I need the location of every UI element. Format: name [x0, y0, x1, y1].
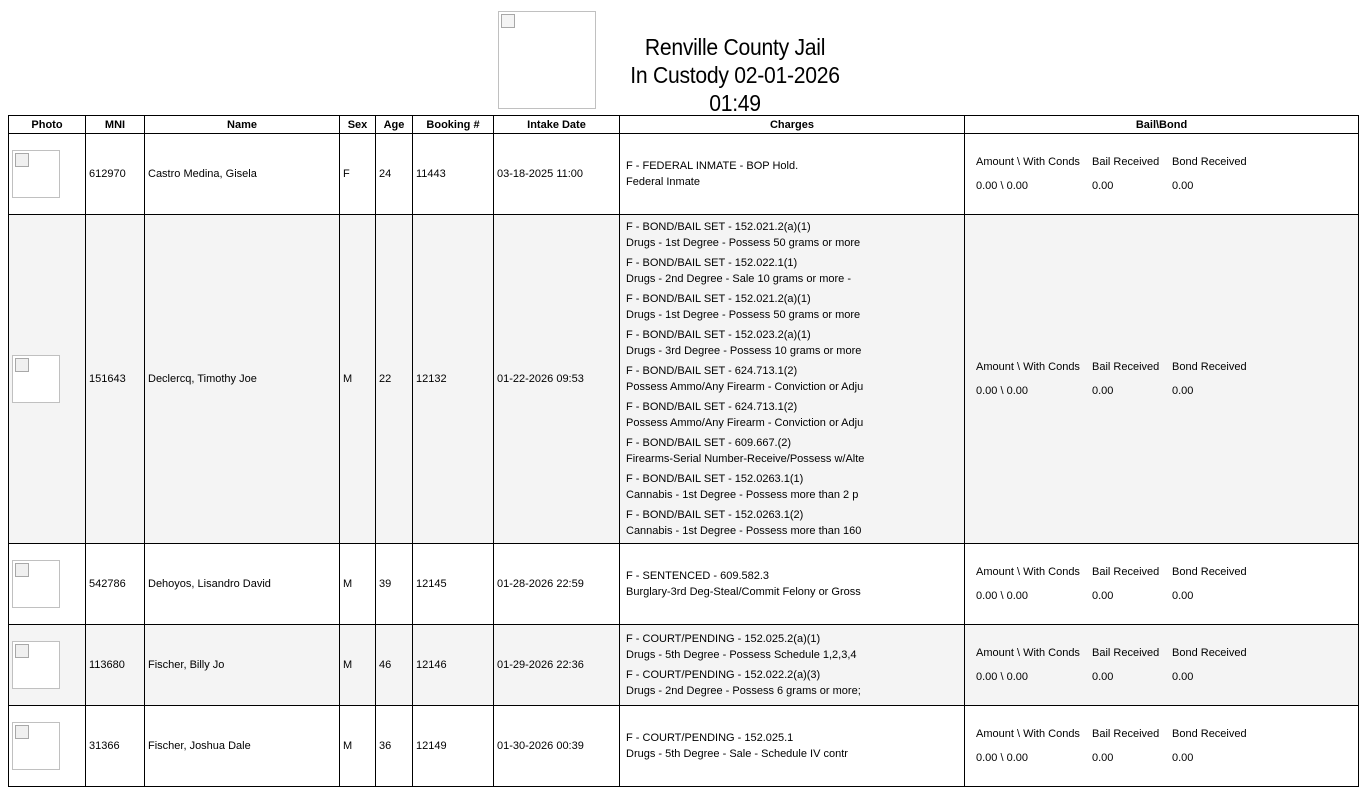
charges-cell — [620, 625, 965, 706]
bail-received-value: 0.00 — [1092, 385, 1114, 397]
report-subtitle: In Custody 02-01-2026 01:49 — [630, 62, 840, 116]
charge-entry — [623, 289, 961, 325]
broken-image-icon — [15, 358, 29, 372]
name-cell: Castro Medina, Gisela — [145, 134, 340, 215]
charge-description: Drugs - 5th Degree - Sale - Schedule IV contr — [626, 748, 848, 760]
charge-code: F - BOND/BAIL SET - 152.0263.1(1) — [626, 473, 804, 485]
bond-received-label: Bond Received — [1172, 728, 1247, 740]
bail-bond-cell — [965, 215, 1359, 544]
bond-received-label: Bond Received — [1172, 647, 1247, 659]
inmate-row — [9, 625, 1359, 706]
charge-code: F - COURT/PENDING - 152.025.2(a)(1) — [626, 633, 821, 645]
booking-cell: 11443 — [413, 134, 494, 215]
charge-code: F - BOND/BAIL SET - 152.021.2(a)(1) — [626, 221, 811, 233]
table-header-row — [9, 116, 1359, 134]
name-cell: Fischer, Billy Jo — [145, 625, 340, 706]
charges-cell — [620, 134, 965, 215]
sex-cell: F — [340, 134, 376, 215]
photo-cell — [9, 625, 86, 706]
mni-cell: 612970 — [86, 134, 145, 215]
bond-received-value: 0.00 — [1172, 590, 1194, 602]
bail-received-label: Bail Received — [1092, 647, 1160, 659]
booking-cell: 12146 — [413, 625, 494, 706]
bond-received-value: 0.00 — [1172, 385, 1194, 397]
report-header — [600, 33, 870, 117]
bond-received-label: Bond Received — [1172, 566, 1247, 578]
charge-entry — [623, 728, 961, 764]
bail-amount-value: 0.00 \ 0.00 — [976, 752, 1028, 764]
charge-description: Possess Ammo/Any Firearm - Conviction or Adju — [626, 381, 864, 393]
inmate-photo[interactable] — [12, 355, 60, 403]
bond-received-value: 0.00 — [1172, 180, 1194, 192]
charge-code: F - SENTENCED - 609.582.3 — [626, 570, 770, 582]
charge-entry — [623, 397, 961, 433]
bond-received-label: Bond Received — [1172, 361, 1247, 373]
charge-code: F - FEDERAL INMATE - BOP Hold. — [626, 160, 799, 172]
age-cell: 36 — [376, 706, 413, 787]
inmate-photo[interactable] — [12, 560, 60, 608]
col-header-mni: MNI — [86, 116, 145, 134]
name-cell: Fischer, Joshua Dale — [145, 706, 340, 787]
charge-entry — [623, 325, 961, 361]
bail-received-label: Bail Received — [1092, 361, 1160, 373]
charge-entry — [623, 156, 961, 192]
bond-received-value: 0.00 — [1172, 752, 1194, 764]
mni-cell: 542786 — [86, 544, 145, 625]
age-cell: 24 — [376, 134, 413, 215]
intake-date-cell: 01-30-2026 00:39 — [494, 706, 620, 787]
charge-code: F - BOND/BAIL SET - 152.0263.1(2) — [626, 509, 804, 521]
bail-amount-value: 0.00 \ 0.00 — [976, 385, 1028, 397]
age-cell: 46 — [376, 625, 413, 706]
bail-amount-value: 0.00 \ 0.00 — [976, 671, 1028, 683]
charge-description: Drugs - 1st Degree - Possess 50 grams or more — [626, 237, 861, 249]
charge-entry — [623, 566, 961, 602]
bail-received-label: Bail Received — [1092, 728, 1160, 740]
bond-received-label: Bond Received — [1172, 156, 1247, 168]
bail-amount-value: 0.00 \ 0.00 — [976, 180, 1028, 192]
booking-cell: 12132 — [413, 215, 494, 544]
charge-description: Drugs - 1st Degree - Possess 50 grams or more — [626, 309, 861, 321]
charge-description: Drugs - 2nd Degree - Possess 6 grams or more; — [626, 685, 861, 697]
county-logo-image — [498, 11, 596, 109]
charge-entry — [623, 665, 961, 701]
mni-cell: 113680 — [86, 625, 145, 706]
bail-bond-cell — [965, 134, 1359, 215]
charge-entry — [623, 361, 961, 397]
broken-image-icon — [15, 153, 29, 167]
col-header-intake-date: Intake Date — [494, 116, 620, 134]
age-cell: 22 — [376, 215, 413, 544]
col-header-charges: Charges — [620, 116, 965, 134]
charge-code: F - BOND/BAIL SET - 609.667.(2) — [626, 437, 792, 449]
col-header-booking: Booking # — [413, 116, 494, 134]
charge-description: Drugs - 3rd Degree - Possess 10 grams or more — [626, 345, 862, 357]
charge-code: F - BOND/BAIL SET - 624.713.1(2) — [626, 401, 798, 413]
charge-description: Firearms-Serial Number-Receive/Possess w/Alte — [626, 453, 865, 465]
bail-received-value: 0.00 — [1092, 671, 1114, 683]
bail-amount-label: Amount \ With Conds — [976, 156, 1080, 168]
bail-amount-label: Amount \ With Conds — [976, 566, 1080, 578]
sex-cell: M — [340, 706, 376, 787]
broken-image-icon — [15, 644, 29, 658]
col-header-age: Age — [376, 116, 413, 134]
name-cell: Dehoyos, Lisandro David — [145, 544, 340, 625]
charges-cell — [620, 544, 965, 625]
charge-entry — [623, 433, 961, 469]
bail-bond-cell — [965, 625, 1359, 706]
bail-received-value: 0.00 — [1092, 590, 1114, 602]
charge-description: Cannabis - 1st Degree - Possess more than 2 p — [626, 489, 859, 501]
sex-cell: M — [340, 625, 376, 706]
sex-cell: M — [340, 544, 376, 625]
charge-description: Federal Inmate — [626, 176, 700, 188]
broken-image-icon — [15, 563, 29, 577]
charge-code: F - COURT/PENDING - 152.025.1 — [626, 732, 794, 744]
broken-image-icon — [501, 14, 515, 28]
bail-received-value: 0.00 — [1092, 752, 1114, 764]
charge-entry — [623, 469, 961, 505]
bail-amount-value: 0.00 \ 0.00 — [976, 590, 1028, 602]
inmate-row — [9, 215, 1359, 544]
bail-amount-label: Amount \ With Conds — [976, 728, 1080, 740]
inmate-row — [9, 134, 1359, 215]
mni-cell: 31366 — [86, 706, 145, 787]
charge-description: Drugs - 5th Degree - Possess Schedule 1,2,3,4 — [626, 649, 857, 661]
charge-code: F - BOND/BAIL SET - 152.023.2(a)(1) — [626, 329, 811, 341]
photo-cell — [9, 544, 86, 625]
bail-received-value: 0.00 — [1092, 180, 1114, 192]
col-header-photo: Photo — [9, 116, 86, 134]
intake-date-cell: 03-18-2025 11:00 — [494, 134, 620, 215]
bail-bond-cell — [965, 544, 1359, 625]
inmate-photo[interactable] — [12, 150, 60, 198]
charge-code: F - BOND/BAIL SET - 624.713.1(2) — [626, 365, 798, 377]
bail-amount-label: Amount \ With Conds — [976, 647, 1080, 659]
booking-cell: 12149 — [413, 706, 494, 787]
bond-received-value: 0.00 — [1172, 671, 1194, 683]
bail-amount-label: Amount \ With Conds — [976, 361, 1080, 373]
mni-cell: 151643 — [86, 215, 145, 544]
bail-received-label: Bail Received — [1092, 156, 1160, 168]
charge-description: Burglary-3rd Deg-Steal/Commit Felony or Gross — [626, 586, 861, 598]
sex-cell: M — [340, 215, 376, 544]
bail-bond-cell — [965, 706, 1359, 787]
inmate-row — [9, 706, 1359, 787]
charge-code: F - BOND/BAIL SET - 152.022.1(1) — [626, 257, 798, 269]
charge-code: F - COURT/PENDING - 152.022.2(a)(3) — [626, 669, 821, 681]
inmate-photo[interactable] — [12, 641, 60, 689]
charge-description: Possess Ammo/Any Firearm - Conviction or Adju — [626, 417, 864, 429]
charges-cell — [620, 215, 965, 544]
broken-image-icon — [15, 725, 29, 739]
col-header-name: Name — [145, 116, 340, 134]
col-header-sex: Sex — [340, 116, 376, 134]
photo-cell — [9, 215, 86, 544]
intake-date-cell: 01-22-2026 09:53 — [494, 215, 620, 544]
photo-cell — [9, 134, 86, 215]
name-cell: Declercq, Timothy Joe — [145, 215, 340, 544]
age-cell: 39 — [376, 544, 413, 625]
custody-table — [8, 115, 1359, 787]
inmate-row — [9, 544, 1359, 625]
bail-received-label: Bail Received — [1092, 566, 1160, 578]
col-header-bail-bond: Bail\Bond — [965, 116, 1359, 134]
charge-code: F - BOND/BAIL SET - 152.021.2(a)(1) — [626, 293, 811, 305]
charge-description: Cannabis - 1st Degree - Possess more than 160 — [626, 525, 862, 537]
charge-entry — [623, 253, 961, 289]
intake-date-cell: 01-29-2026 22:36 — [494, 625, 620, 706]
charge-entry — [623, 217, 961, 253]
charge-entry — [623, 505, 961, 541]
booking-cell: 12145 — [413, 544, 494, 625]
charges-cell — [620, 706, 965, 787]
photo-cell — [9, 706, 86, 787]
intake-date-cell: 01-28-2026 22:59 — [494, 544, 620, 625]
report-title: Renville County Jail — [644, 34, 826, 60]
charge-description: Drugs - 2nd Degree - Sale 10 grams or more - — [626, 273, 851, 285]
inmate-photo[interactable] — [12, 722, 60, 770]
charge-entry — [623, 629, 961, 665]
